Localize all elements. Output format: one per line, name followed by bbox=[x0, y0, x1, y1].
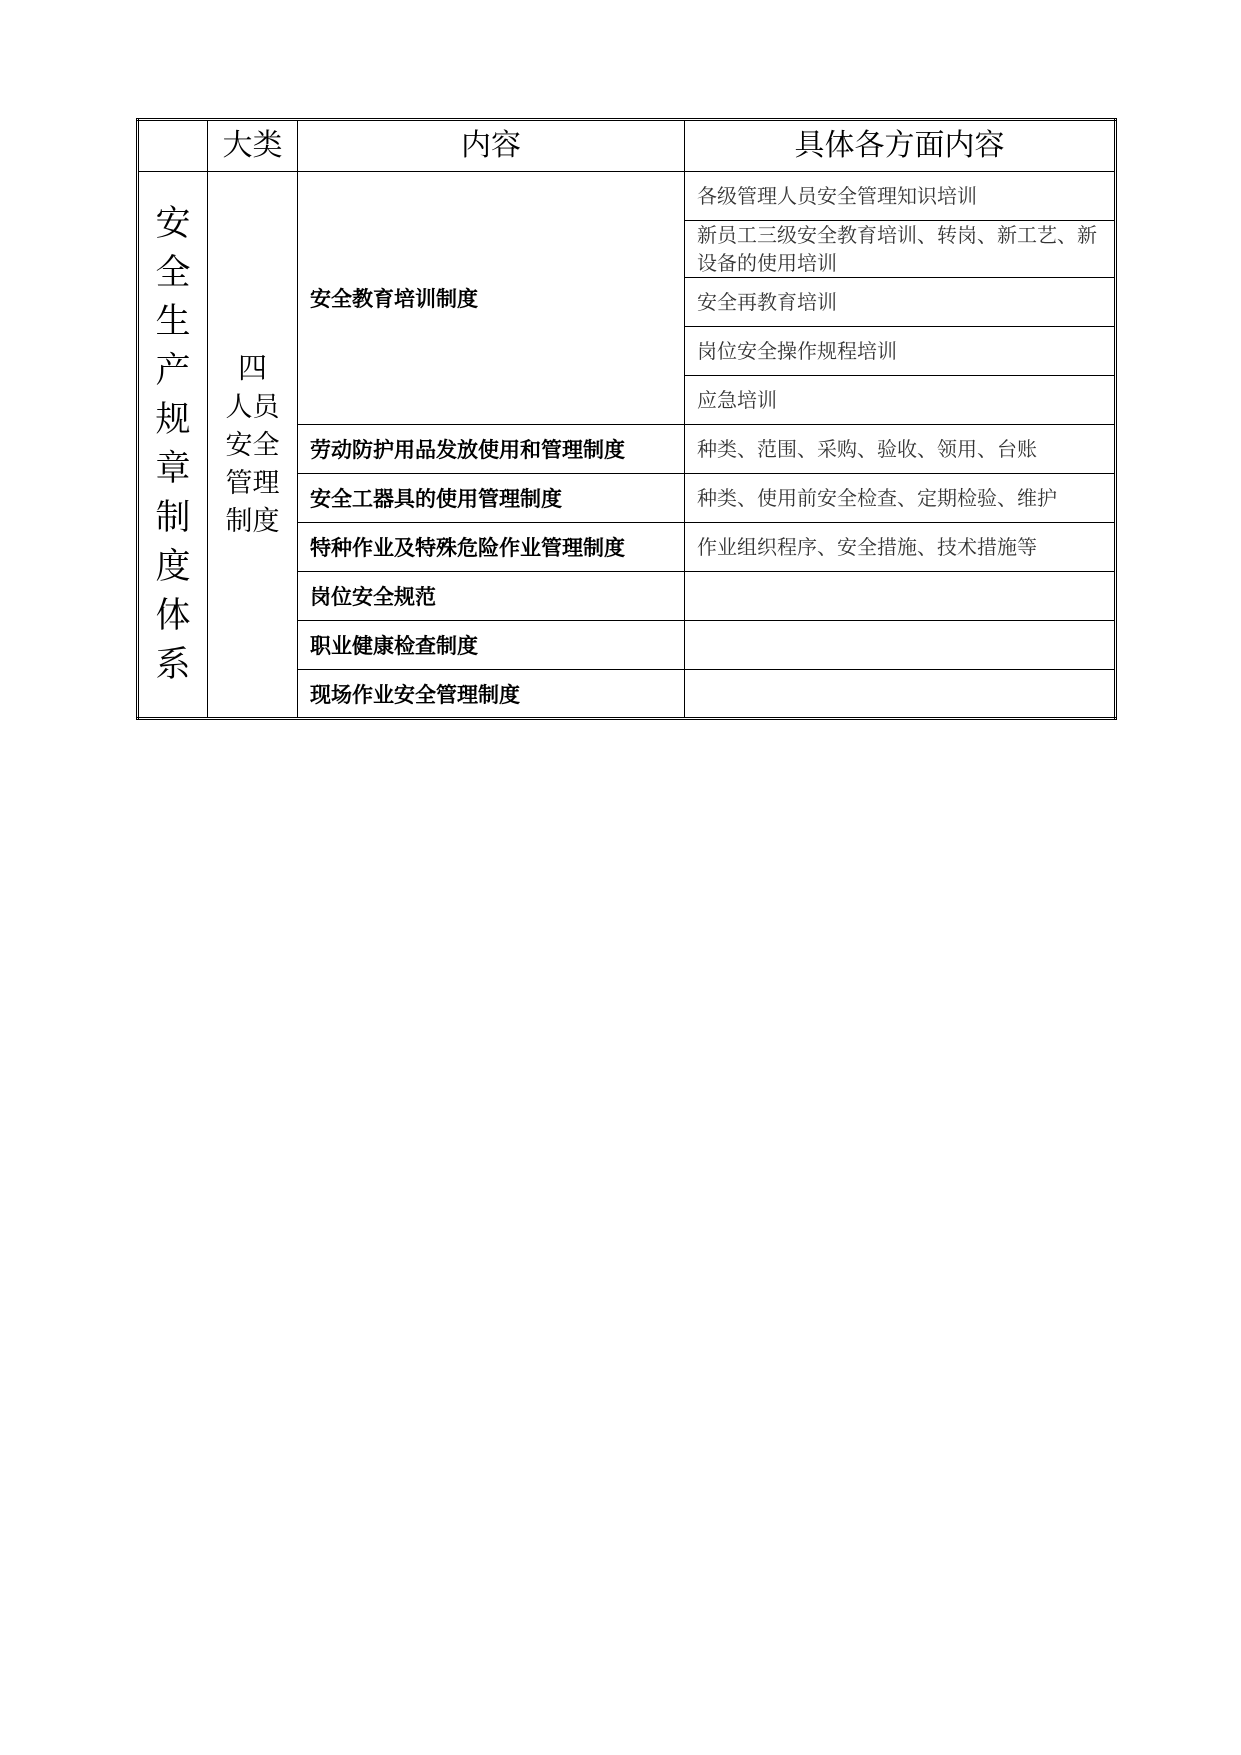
regulation-table bbox=[136, 118, 1117, 720]
system-title-char: 产 bbox=[155, 350, 191, 391]
detail-cell bbox=[685, 572, 1116, 621]
detail-cell bbox=[685, 670, 1116, 719]
header-row bbox=[138, 120, 1116, 172]
category-line: 制度 bbox=[225, 505, 280, 537]
content-cell: 岗位安全规范 bbox=[298, 572, 685, 621]
category-cell bbox=[208, 172, 298, 719]
header-blank-cell bbox=[138, 120, 208, 172]
category-line: 安全 bbox=[225, 429, 280, 461]
content-cell: 劳动防护用品发放使用和管理制度 bbox=[298, 425, 685, 474]
system-title-char: 度 bbox=[155, 546, 191, 587]
content-cell: 安全工器具的使用管理制度 bbox=[298, 474, 685, 523]
system-title-char: 系 bbox=[155, 644, 191, 685]
table-row bbox=[138, 172, 1116, 221]
content-cell: 特种作业及特殊危险作业管理制度 bbox=[298, 523, 685, 572]
system-title-char: 体 bbox=[155, 595, 191, 636]
content-cell: 职业健康检查制度 bbox=[298, 621, 685, 670]
system-title-char: 章 bbox=[155, 448, 191, 489]
system-title-char: 规 bbox=[155, 399, 191, 440]
system-title-char: 安 bbox=[155, 203, 191, 244]
system-title-char: 全 bbox=[155, 252, 191, 293]
content-cell: 安全教育培训制度 bbox=[298, 172, 685, 425]
detail-cell: 种类、使用前安全检查、定期检验、维护 bbox=[685, 474, 1116, 523]
category-number: 四 bbox=[237, 350, 267, 385]
detail-cell: 种类、范围、采购、验收、领用、台账 bbox=[685, 425, 1116, 474]
detail-cell: 作业组织程序、安全措施、技术措施等 bbox=[685, 523, 1116, 572]
detail-cell: 应急培训 bbox=[685, 376, 1116, 425]
category-line: 管理 bbox=[225, 467, 280, 499]
detail-cell: 岗位安全操作规程培训 bbox=[685, 327, 1116, 376]
detail-cell bbox=[685, 621, 1116, 670]
detail-cell: 新员工三级安全教育培训、转岗、新工艺、新设备的使用培训 bbox=[685, 221, 1116, 278]
system-title-cell bbox=[138, 172, 208, 719]
detail-cell: 各级管理人员安全管理知识培训 bbox=[685, 172, 1116, 221]
category-line: 人员 bbox=[225, 391, 280, 423]
header-category: 大类 bbox=[208, 120, 298, 172]
content-cell: 现场作业安全管理制度 bbox=[298, 670, 685, 719]
header-content: 内容 bbox=[298, 120, 685, 172]
header-details: 具体各方面内容 bbox=[685, 120, 1116, 172]
system-title-char: 制 bbox=[155, 497, 191, 538]
detail-cell: 安全再教育培训 bbox=[685, 278, 1116, 327]
system-title-char: 生 bbox=[155, 301, 191, 342]
